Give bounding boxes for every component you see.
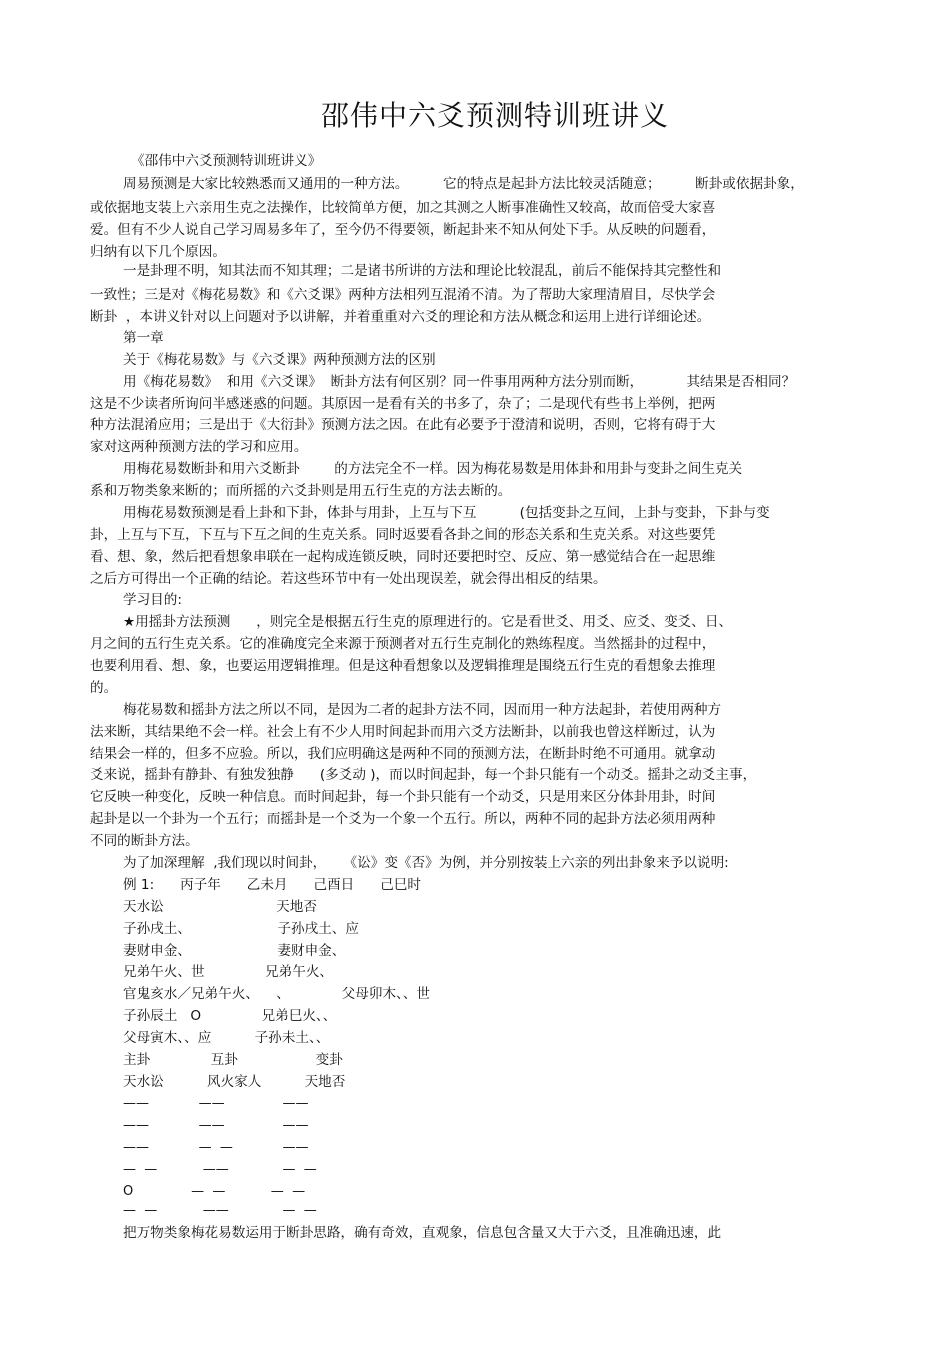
text-line: 卦，上互与下互，下互与下互之间的生克关系。同时返要看各卦之间的形态关系和生克关系。对这些要凭 xyxy=(90,527,716,543)
text-line: 看、想、象，然后把看想象串联在一起构成连锁反映，同时还要把时空、反应、第一感觉结合在一起思维 xyxy=(90,549,716,565)
text-line: 家对这两种预测方法的学习和应用。 xyxy=(90,439,308,455)
text-line: 爻来说，摇卦有静卦、有独发独静 (多爻动 )，而以时间起卦，每一个卦只能有一个动爻。摇卦之动爻主事， xyxy=(90,767,757,783)
text-line: 第一章 xyxy=(123,330,164,346)
text-line: 例 1: 丙子年 乙未月 己酉日 己巳时 xyxy=(123,877,421,893)
text-line: 月之间的五行生克关系。它的准确度完全来源于预测者对五行生克制化的熟练程度。当然摇卦的过程中， xyxy=(90,636,716,652)
text-line: 这是不少读者所询问半感迷惑的问题。其原因一是看有关的书多了，杂了；二是现代有些书上举例，把两 xyxy=(90,396,716,412)
text-line: 兄弟午火、世 兄弟午火、 xyxy=(123,964,334,980)
text-line: ★用摇卦方法预测 ，则完全是根据五行生克的原理进行的。它是看世爻、用爻、应爻、变爻、日、 xyxy=(123,614,733,630)
text-line: 的。 xyxy=(90,680,118,696)
text-line: 一是卦理不明，知其法而不知其理；二是诸书所讲的方法和理论比较混乱，前后不能保持其完整性和 xyxy=(123,263,722,279)
text-line: 用梅花易数预测是看上卦和下卦，体卦与用卦，上互与下互 (包括变卦之互间，上卦与变卦，下卦与变 xyxy=(123,505,770,521)
text-line: 为了加深理解 ,我们现以时间卦， 《讼》变《否》为例，并分别按装上六亲的列出卦象来予以说明: xyxy=(123,855,729,871)
text-line: 主卦 互卦 变卦 xyxy=(123,1052,343,1068)
text-line: 关于《梅花易数》与《六爻课》两种预测方法的区别 xyxy=(123,352,436,368)
page-title: 邵伟中六爻预测特训班讲义 xyxy=(320,99,669,132)
text-line: 学习目的: xyxy=(123,592,182,608)
hexagram-line-row: O — — — — xyxy=(123,1184,306,1199)
text-line: 周易预测是大家比较熟悉而又通用的一种方法。 它的特点是起卦方法比较灵活随意； 断卦或依据卦象， xyxy=(123,176,804,192)
text-line: 妻财申金、 妻财申金、 xyxy=(123,943,346,959)
text-line: 起卦是以一个卦为一个五行；而摇卦是一个爻为一个象一个五行。所以，两种不同的起卦方法必须用两种 xyxy=(90,811,716,827)
hexagram-line-row: — — —— — — xyxy=(123,1162,317,1177)
text-line: 子孙辰土 O 兄弟巳火、、 xyxy=(123,1008,337,1024)
text-line: 梅花易数和摇卦方法之所以不同，是因为二者的起卦方法不同，因而用一种方法起卦，若使用两种方 xyxy=(123,702,722,718)
hexagram-line-row: —— — — —— xyxy=(123,1140,309,1155)
text-line: 也要利用看、想、象，也要运用逻辑推理。但是这种看想象以及逻辑推理是围绕五行生克的看想象去推理 xyxy=(90,658,716,674)
text-line: 子孙戌土、 子孙戌土、应 xyxy=(123,921,359,937)
text-line: 官鬼亥水／兄弟午火、 、 父母卯木、、世 xyxy=(123,986,431,1002)
text-line: 用《梅花易数》 和用《六爻课》 断卦方法有何区别？同一件事用两种方法分别而断， 其结果是否相同？ xyxy=(123,374,796,390)
hexagram-line-row: —— —— —— xyxy=(123,1118,309,1133)
text-line: 结果会一样的，但多不应验。所以，我们应明确这是两种不同的预测方法，在断卦时绝不可通用。就拿动 xyxy=(90,746,716,762)
text-line: 天水讼 风火家人 天地否 xyxy=(123,1074,346,1090)
text-line: 系和万物类象来断的；而所摇的六爻卦则是用五行生克的方法去断的。 xyxy=(90,483,512,499)
hexagram-line-row: —— —— —— xyxy=(123,1096,309,1111)
text-line: 它反映一种变化，反映一种信息。而时间起卦，每一个卦只能有一个动爻，只是用来区分体卦用卦，时间 xyxy=(90,789,716,805)
hexagram-line-row: — — —— — — xyxy=(123,1203,317,1218)
text-line: 断卦 ，本讲义针对以上问题对予以讲解，并着重重对六爻的理论和方法从概念和运用上进行详细论述。 xyxy=(90,309,711,325)
text-line: 父母寅木、、应 子孙未土、、 xyxy=(123,1030,330,1046)
text-line: 天水讼 天地否 xyxy=(123,899,317,915)
text-line: 法来断，其结果绝不会一样。社会上有不少人用时间起卦而用六爻方法断卦，以前我也曾这样断过，认为 xyxy=(90,724,716,740)
text-line: 爱。但有不少人说自己学习周易多年了，至今仍不得要领，断起卦来不知从何处下手。从反映的问题看， xyxy=(90,222,716,238)
text-line: 把万物类象梅花易数运用于断卦思路，确有奇效，直观象，信息包含量又大于六爻，且准确迅速，此 xyxy=(123,1225,722,1241)
text-line: 或依据地支装上六亲用生克之法操作，比较简单方便，加之其测之人断事准确性又较高，故而倍受大家喜 xyxy=(90,200,716,216)
text-line: 不同的断卦方法。 xyxy=(90,833,199,849)
text-line: 归纳有以下几个原因。 xyxy=(90,244,226,260)
text-line: 之后方可得出一个正确的结论。若这些环节中有一处出现误差，就会得出相反的结果。 xyxy=(90,571,607,587)
text-line: 《邵伟中六爻预测特训班讲义》 xyxy=(131,153,322,169)
text-line: 用梅花易数断卦和用六爻断卦 的方法完全不一样。因为梅花易数是用体卦和用卦与变卦之间生克关 xyxy=(123,461,743,477)
text-line: 种方法混淆应用；三是出于《大衍卦》预测方法之因。在此有必要予于澄清和说明，否则，它将有碍于大 xyxy=(90,417,716,433)
text-line: 一致性；三是对《梅花易数》和《六爻课》两种方法相列互混淆不清。为了帮助大家理清眉目，尽快学会 xyxy=(90,287,716,303)
